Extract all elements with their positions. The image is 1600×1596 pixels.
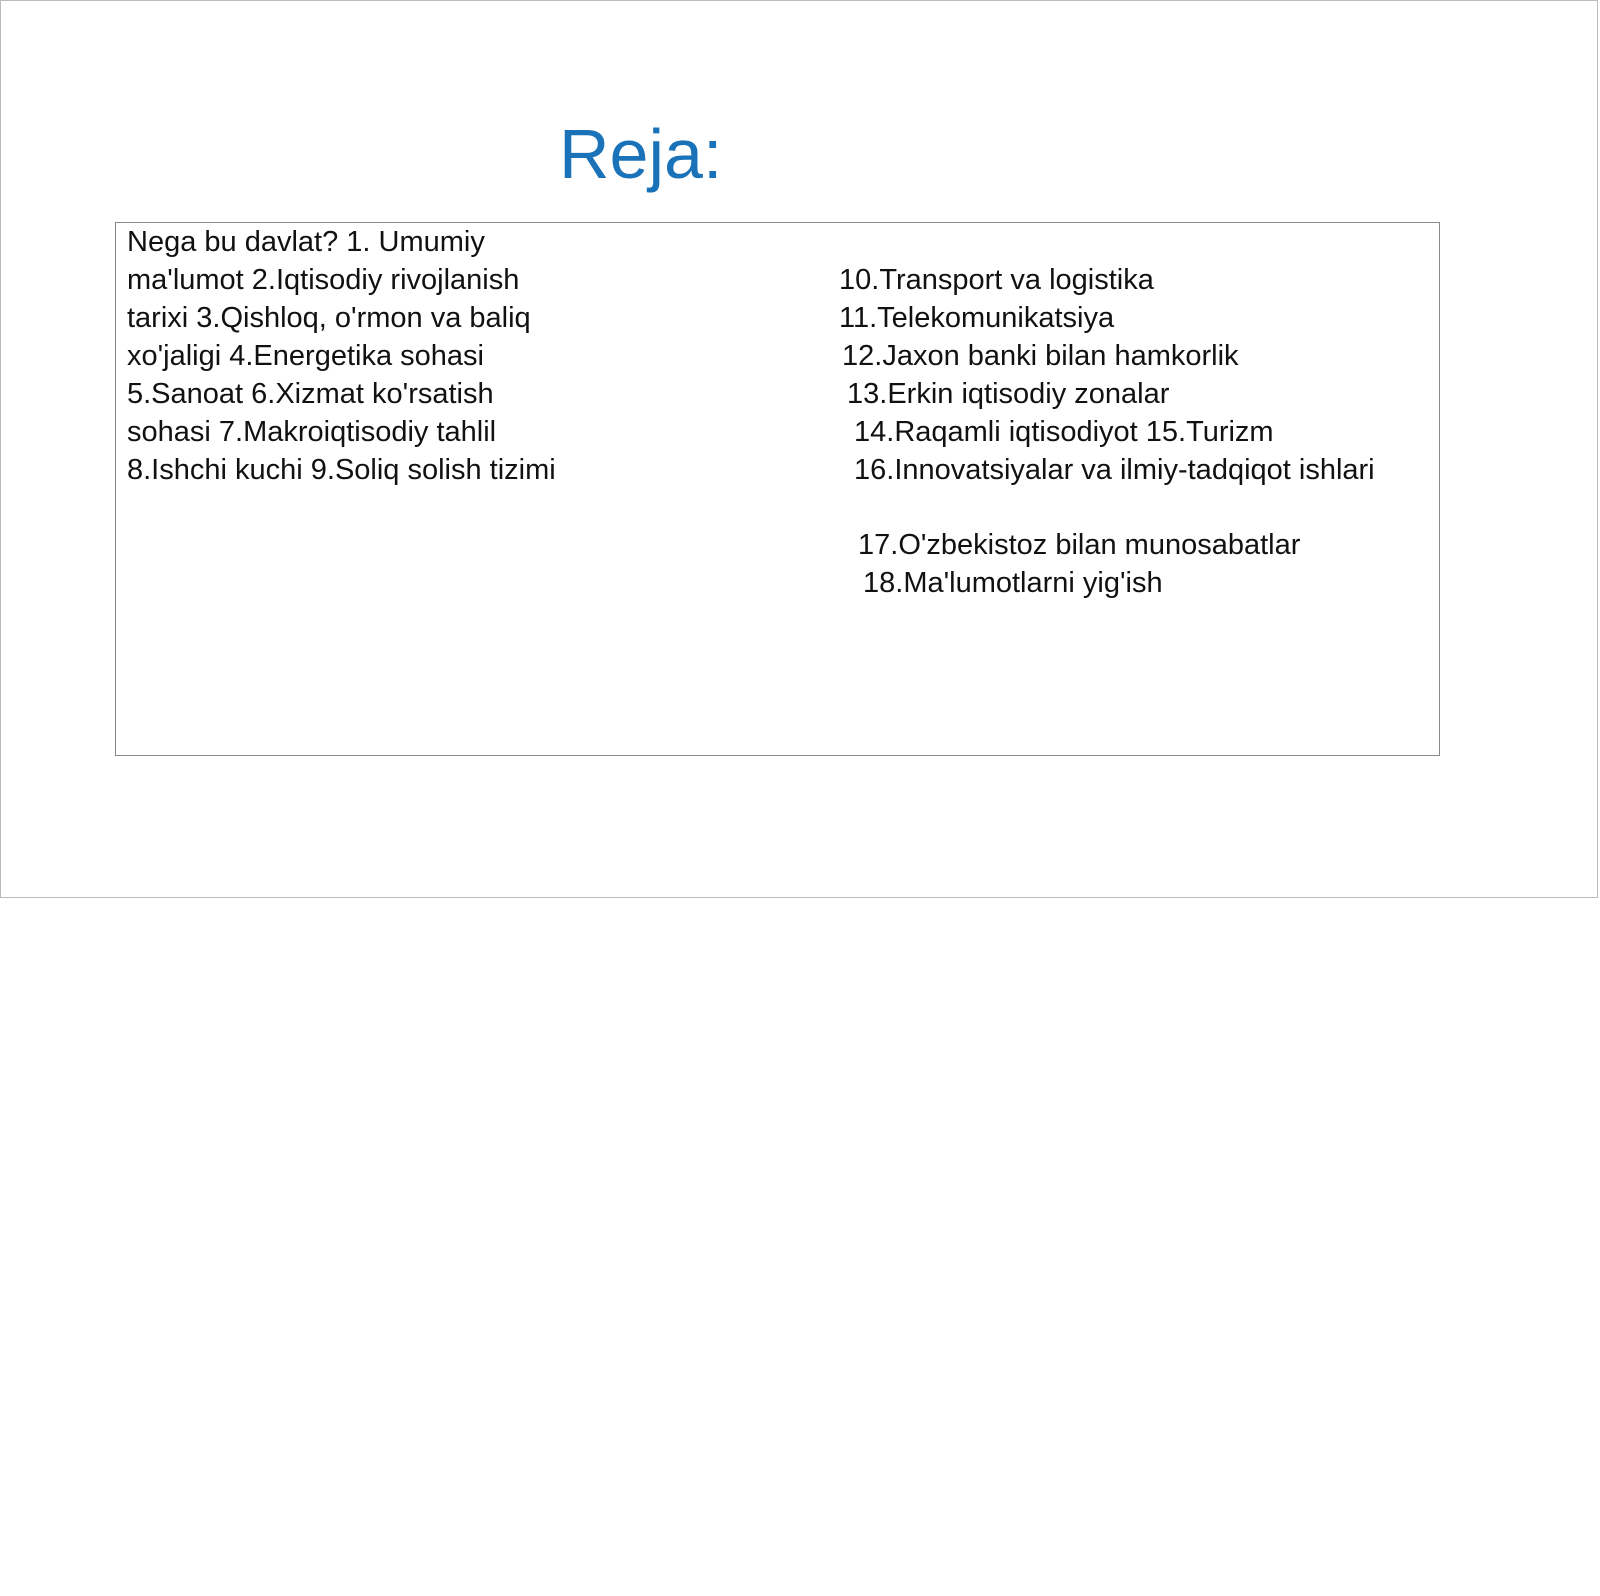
left-line-1: Nega bu davlat? 1. Umumiy bbox=[127, 226, 485, 258]
right-line-10: 10.Transport va logistika bbox=[839, 264, 1154, 296]
right-line-18: 18.Ma'lumotlarni yig'ish bbox=[863, 567, 1163, 599]
left-line-5: 5.Sanoat 6.Xizmat ko'rsatish bbox=[127, 378, 494, 410]
right-line-13: 13.Erkin iqtisodiy zonalar bbox=[847, 378, 1170, 410]
left-line-2: ma'lumot 2.Iqtisodiy rivojlanish bbox=[127, 264, 520, 296]
right-line-11: 11.Telekomunikatsiya bbox=[839, 302, 1115, 334]
right-line-12: 12.Jaxon banki bilan hamkorlik bbox=[842, 340, 1239, 372]
right-line-16: 16.Innovatsiyalar va ilmiy-tadqiqot ishlari bbox=[854, 454, 1375, 486]
right-line-17: 17.O'zbekistoz bilan munosabatlar bbox=[858, 529, 1301, 561]
right-line-14-15: 14.Raqamli iqtisodiyot 15.Turizm bbox=[854, 416, 1274, 448]
left-line-7: 8.Ishchi kuchi 9.Soliq solish tizimi bbox=[127, 454, 556, 486]
left-line-6: sohasi 7.Makroiqtisodiy tahlil bbox=[127, 416, 497, 448]
left-line-4: xo'jaligi 4.Energetika sohasi bbox=[127, 340, 484, 372]
slide-title: Reja: bbox=[559, 115, 723, 193]
left-line-3: tarixi 3.Qishloq, o'rmon va baliq bbox=[127, 302, 531, 334]
